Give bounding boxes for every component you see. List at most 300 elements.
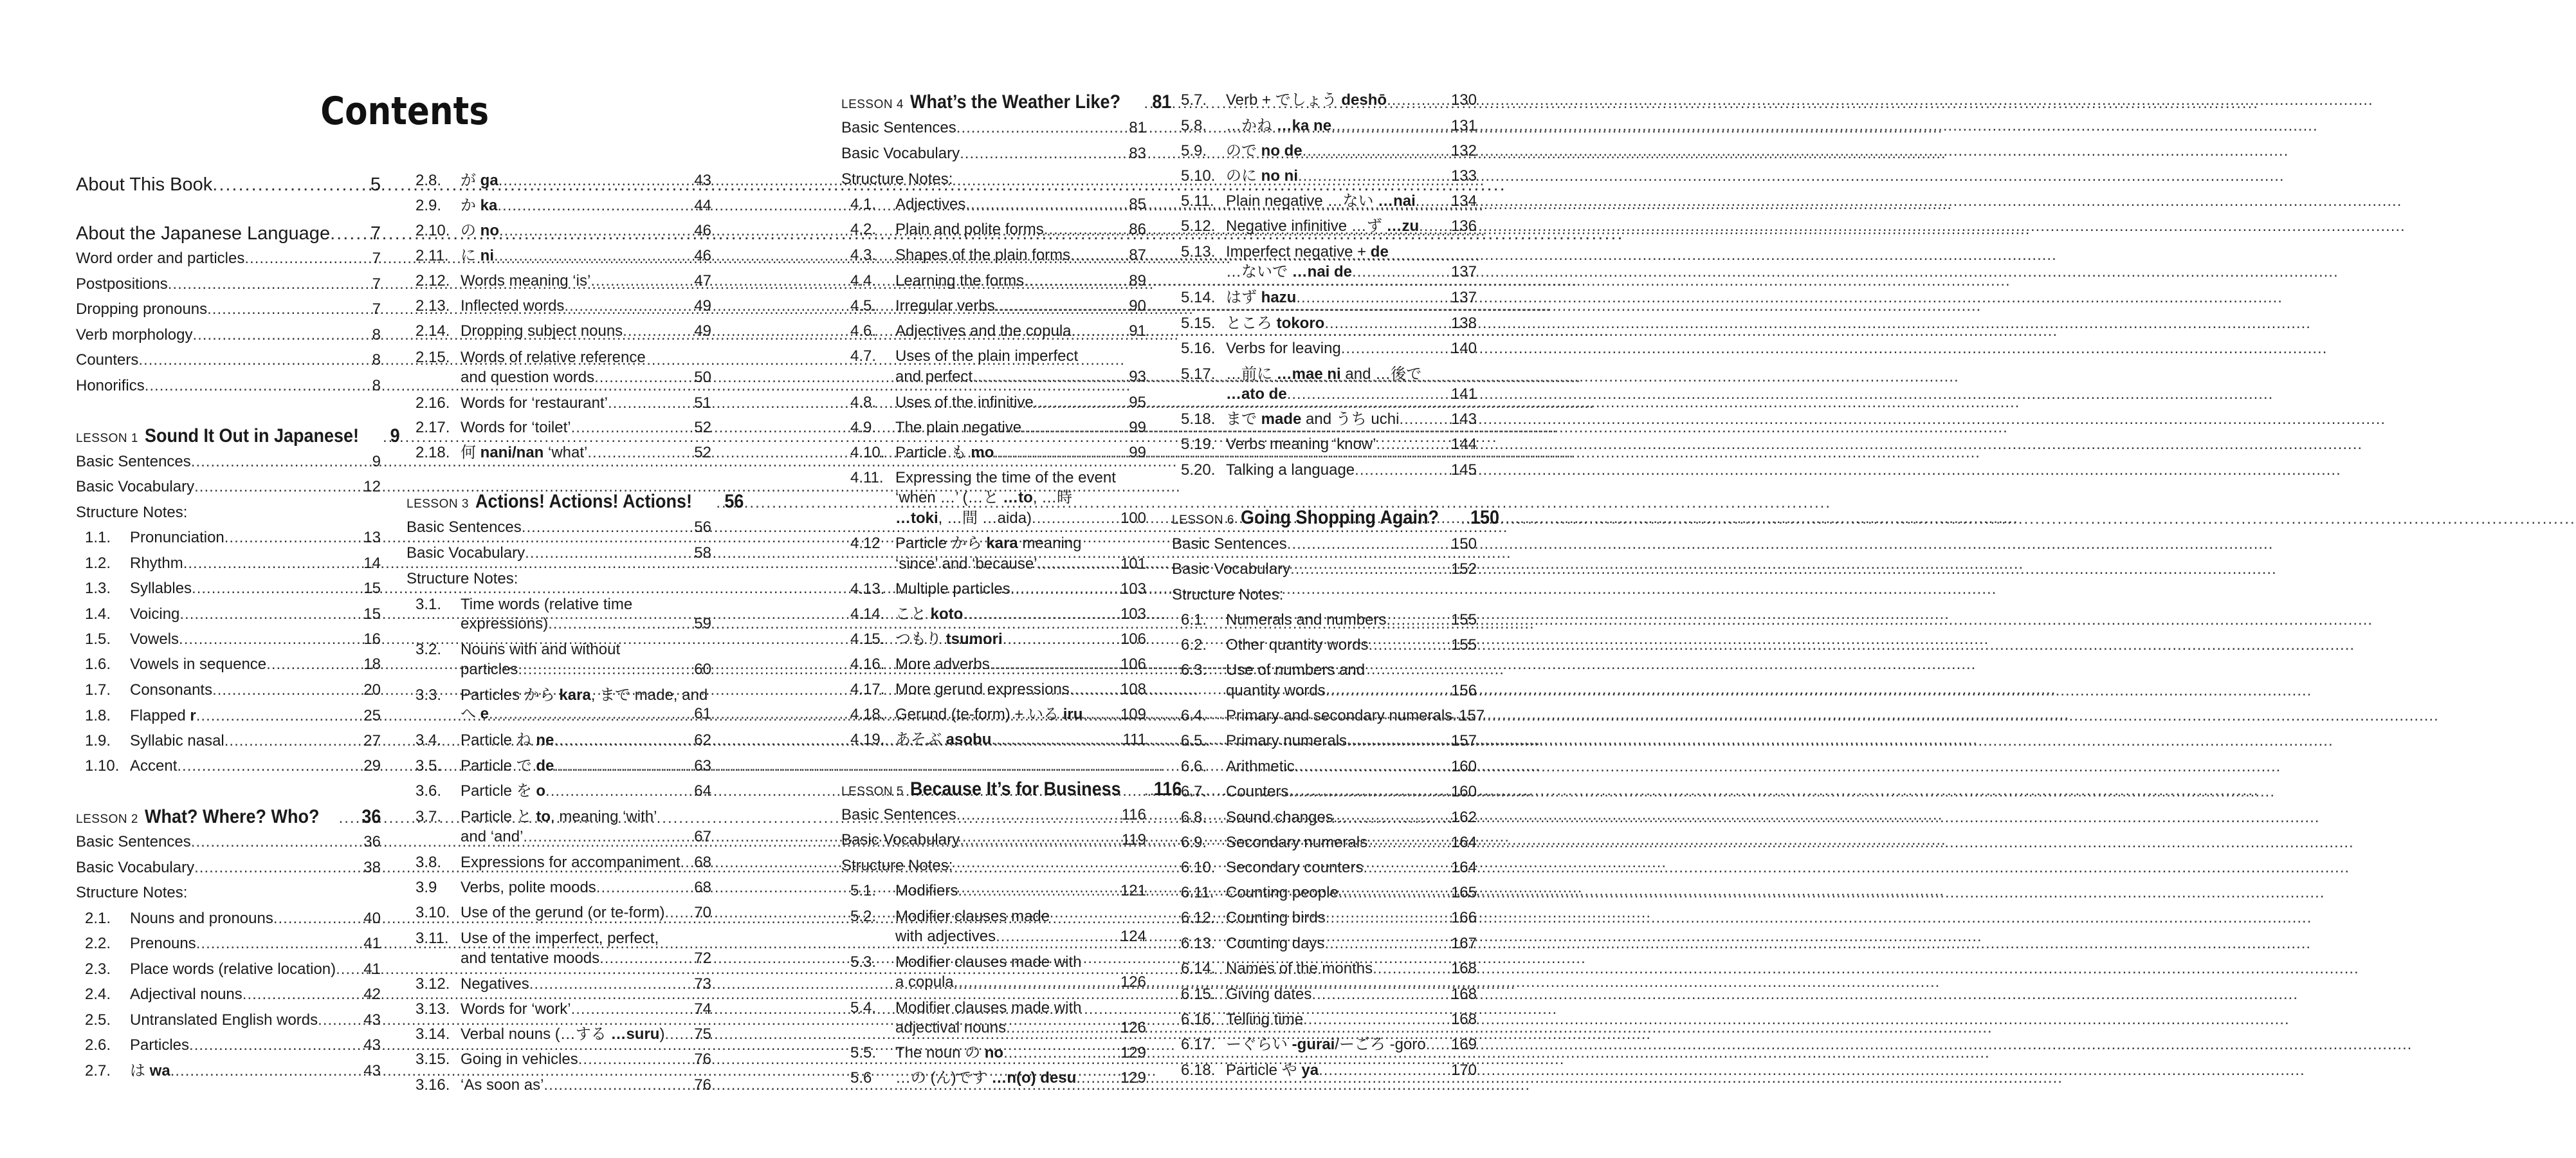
section-number: 5.5. [850,1044,877,1062]
page-number: 129 [1120,1069,1146,1087]
section-number: 4.6. [850,322,877,340]
page-number: 7 [372,275,381,293]
section-number: 4.10. [850,444,885,461]
section-number: 3.1. [416,596,442,613]
toc-entry [76,629,381,650]
toc-entry [841,972,1146,993]
dot-leader [1416,191,1451,212]
toc-entry [1172,116,1477,136]
toc-entry [76,174,381,195]
lesson-heading [1172,507,1500,531]
page-number: 7 [370,223,381,244]
entry-title: Structure Notes: [76,504,188,521]
toc-line [1172,242,1477,262]
toc-entry [406,999,711,1020]
section-number: 2.8. [416,172,442,189]
toc-entry [406,974,711,995]
entry-title: か ka [461,197,498,214]
page-number: 164 [1450,859,1477,876]
page-number: 27 [363,732,381,749]
entry-title: Basic Sentences [841,806,956,823]
section-number: 5.14. [1181,289,1216,306]
dot-leader [554,756,694,777]
toc-entry [841,296,1146,317]
entry-title: Other quantity words [1226,636,1369,654]
section-number: 4.3. [850,246,877,264]
page-number: 169 [1450,1036,1477,1053]
section-number: 3.2. [416,641,442,658]
entry-title: Flapped r [130,707,196,724]
toc-entry [406,246,711,266]
page-number: 68 [694,854,711,871]
dot-leader [207,299,372,320]
entry-title [1226,384,1287,405]
page-number: 76 [694,1076,711,1094]
toc-entry [76,325,381,345]
toc-entry [406,730,711,751]
toc-line [1172,660,1477,681]
entry-title: Words for ‘restaurant’ [461,394,608,412]
romanization: mo [971,444,994,461]
entry-title: The noun の no [895,1044,1004,1062]
entry-title: に ni [461,247,494,264]
page-number: 73 [694,975,711,993]
page-number: 46 [694,222,711,239]
page-number: 36 [363,833,381,850]
entry-title: Gerund (te-form) + いる iru [895,706,1083,723]
toc-entry [1172,635,1477,656]
romanization: made [1261,410,1302,428]
entry-title: with adjectives [895,928,996,945]
page-number: 81 [1152,91,1172,113]
section-number: 5.2. [850,908,877,925]
romanization: ni [480,247,494,264]
romanization: tsumori [945,630,1003,648]
entry-title: Basic Sentences [76,453,191,470]
section-number: 2.16. [416,394,450,412]
toc-entry [841,367,1146,387]
page-number: 60 [694,661,711,678]
toc-entry [1172,460,1477,481]
dot-leader [1324,313,1451,334]
dot-leader [339,808,360,829]
entry-title: は wa [130,1062,170,1080]
entry-title: Sound It Out in Japanese! [144,425,359,446]
dot-leader [522,517,695,538]
lesson-heading [841,91,1172,115]
section-number: 2.10. [416,222,450,239]
page-number: 168 [1450,960,1477,977]
page-number: 109 [1120,706,1146,723]
entry-title: Plain negative …ない …nai [1226,192,1416,210]
dot-leader [1368,635,1451,656]
toc-entry [76,248,381,269]
page-number: 141 [1450,385,1477,403]
section-number: 6.14. [1181,960,1216,977]
entry-title: Basic Sentences [76,833,191,850]
entry-title: Syllables [130,580,192,597]
toc-entry [406,170,711,191]
dot-leader [1021,418,1129,438]
toc-entry [406,367,711,388]
toc-entry [841,830,1146,850]
entry-title: Basic Sentences [841,119,956,136]
entry-title: Structure Notes: [841,170,953,188]
page-number: 58 [694,544,711,562]
dot-leader [545,781,694,802]
section-number: 6.13. [1181,935,1216,952]
entry-title: Arithmetic [1226,758,1295,775]
toc-line [406,347,711,368]
section-number: 3.6. [416,782,442,800]
entry-title: こと koto [895,605,964,623]
section-number: 1.6. [85,656,111,673]
lesson-label: LESSON 6 [1172,513,1234,527]
dot-leader [1288,782,1451,802]
dot-leader [578,1049,695,1070]
dot-leader [599,948,694,969]
romanization: kara [986,535,1018,552]
entry-title: More adverbs [895,656,990,673]
page-number: 170 [1450,1062,1477,1079]
page-number: 18 [363,656,381,673]
page-number: 90 [1129,297,1146,315]
entry-title: and question words [461,369,595,386]
page-number: 144 [1450,436,1477,453]
toc-entry [841,321,1146,342]
romanization: ka [480,197,498,214]
toc-entry [841,508,1146,529]
toc-entry [1172,166,1477,187]
dot-leader [965,194,1129,215]
entry-title: Counting days [1226,935,1325,952]
entry-title: Imperfect negative + de [1226,243,1389,261]
section-number: 1.5. [85,630,111,648]
dot-leader [273,908,363,929]
dot-leader [956,118,1129,138]
page-number: 81 [1129,119,1146,136]
toc-entry [76,376,381,396]
dot-leader [498,170,695,191]
section-number: 4.15. [850,630,885,648]
page-number: 138 [1450,315,1477,332]
section-number: 4.19. [850,731,885,748]
section-number: 2.3. [85,960,111,978]
section-number: 6.6. [1181,758,1207,775]
entry-title: About the Japanese Language [76,223,331,244]
page-number: 61 [694,705,711,722]
romanization: …ka ne [1276,117,1332,134]
page-number: 12 [363,478,381,495]
romanization: kara [559,686,591,704]
page-number: 86 [1129,221,1146,238]
toc-line [76,502,381,523]
section-number: 3.4. [416,731,442,749]
section-number: 6.16. [1181,1011,1216,1028]
toc-line [841,533,1146,554]
page-number: 119 [1121,831,1146,849]
toc-line [841,169,1146,190]
page-number: 155 [1450,636,1477,654]
toc-entry [841,704,1146,725]
toc-entry [841,392,1146,413]
toc-entry [1172,338,1477,359]
dot-leader [1144,93,1150,114]
toc-entry [841,219,1146,240]
dot-leader [529,974,695,995]
toc-entry [841,554,1146,574]
section-number: 3.8. [416,854,442,871]
page-number: 42 [363,986,381,1003]
entry-title: Uses of the infinitive [895,394,1034,411]
section-number: 2.4. [85,986,111,1003]
entry-title: The plain negative [895,419,1022,436]
toc-entry [841,579,1146,600]
entry-title: Adjectives and the copula [895,322,1072,340]
romanization: e [480,705,489,722]
romanization: nani/nan [480,444,544,461]
page-number: 131 [1450,117,1477,134]
page-number: 43 [363,1036,381,1054]
dot-leader [1426,1034,1451,1055]
entry-title: Place words (relative location) [130,960,336,978]
romanization: no de [1261,142,1302,160]
section-number: 2.9. [416,197,442,214]
toc-line [406,569,711,589]
page-number: 67 [694,828,711,845]
entry-title: Telling time [1226,1011,1304,1028]
page-number: 14 [363,555,381,572]
dot-leader [191,452,372,472]
entry-title: and ‘and’ [461,828,524,845]
page-number: 116 [1121,806,1146,823]
dot-leader [1341,338,1451,359]
dot-leader [996,926,1120,947]
toc-entry [1172,832,1477,853]
entry-title: Basic Vocabulary [76,478,195,495]
section-number: 1.10. [85,757,120,775]
toc-line [406,928,711,949]
section-number: 1.3. [85,580,111,597]
dot-leader [1082,704,1120,725]
romanization: de [536,757,554,775]
section-number: 5.8. [1181,117,1207,134]
section-number: 2.13. [416,297,450,315]
page-number: 20 [363,681,381,699]
entry-title: …かね …ka ne [1226,117,1332,134]
toc-entry [1172,681,1477,701]
entry-title: Dropping pronouns [76,300,208,318]
dot-leader [664,903,694,923]
page-number: 101 [1120,555,1146,573]
entry-title: Sound changes [1226,809,1333,826]
section-number: 2.7. [85,1062,111,1080]
page-number: 121 [1120,882,1146,899]
dot-leader [960,830,1122,850]
page-number: 15 [363,580,381,597]
entry-title: Nouns with and without [461,641,621,658]
entry-title: Secondary counters [1226,859,1364,876]
entry-title: Untranslated English words [130,1011,318,1029]
entry-title: 何 nani/nan ‘what’ [461,444,588,461]
dot-leader [995,296,1129,317]
page-number: 111 [1122,731,1146,748]
dot-leader [1287,384,1451,405]
toc-entry [76,654,381,675]
romanization: asobu [945,731,992,748]
romanization: …nai de [1292,263,1353,280]
dot-leader [544,1075,694,1096]
toc-entry [841,926,1146,947]
toc-entry [76,706,381,726]
dot-leader [1003,1043,1120,1063]
dot-leader [1373,959,1451,979]
toc-entry [841,730,1146,750]
dot-leader [1419,216,1451,237]
toc-line [841,998,1146,1018]
toc-entry [1172,262,1477,282]
page-number: 130 [1450,91,1477,109]
dot-leader [1399,409,1451,430]
dot-leader [994,443,1129,463]
toc-entry [406,948,711,969]
entry-title: What? Where? Who? [144,806,320,827]
section-number: 6.7. [1181,783,1207,800]
toc-entry [406,543,711,564]
page-number: 116 [1153,778,1182,800]
section-number: 4.9. [850,419,877,436]
romanization: iru [1063,706,1083,723]
page-number: 43 [694,172,711,189]
page-number: 40 [363,910,381,927]
toc-entry [1172,141,1477,161]
romanization: …zu [1386,217,1420,235]
dot-leader [138,350,372,371]
romanization: …to [1003,489,1033,506]
romanization: …n(o) desu [991,1069,1077,1087]
page-number: 43 [363,1011,381,1029]
page-number: 56 [724,491,744,512]
toc-entry [841,654,1146,675]
entry-title: はず hazu [1226,289,1297,306]
dot-leader [956,805,1122,825]
romanization: …ato de [1226,385,1287,403]
toc-line [841,346,1146,367]
dot-leader [1032,508,1120,529]
entry-title: Particle を o [461,782,546,800]
dot-leader [525,543,694,564]
toc-entry [76,756,381,777]
entry-title: Verb morphology [76,326,193,344]
page-number: 134 [1450,192,1477,210]
section-number: 5.15. [1181,315,1216,332]
entry-title: Basic Sentences [406,519,522,536]
section-number: 3.15. [416,1051,450,1068]
page-title: Contents [320,89,489,134]
toc-entry [406,903,711,923]
toc-entry [406,852,711,873]
dot-leader [170,1061,364,1081]
page-number: 8 [372,351,381,369]
toc-entry [76,858,381,878]
dot-leader [242,984,364,1005]
romanization: hazu [1261,289,1297,306]
toc-entry [76,984,381,1005]
dot-leader [194,858,363,878]
entry-title: Basic Vocabulary [841,831,960,849]
toc-entry [1172,984,1477,1005]
section-number: 6.15. [1181,986,1216,1003]
toc-entry [1172,782,1477,802]
section-number: 1.1. [85,529,111,546]
toc-entry [406,614,711,634]
page-number: 93 [1129,368,1146,385]
lesson-label: LESSON 1 [76,432,138,445]
page-number: 99 [1129,419,1146,436]
entry-title: Modifier clauses made with [895,999,1082,1016]
page-number: 108 [1120,681,1146,698]
dot-leader [594,367,694,388]
toc-entry [1172,559,1477,580]
entry-title: Particles [130,1036,190,1054]
entry-title: ‘when …’ (…と …to, …時 [895,489,1073,506]
lesson-heading [76,425,400,449]
section-number: 2.5. [85,1011,111,1029]
toc-entry [841,629,1146,650]
entry-title: Irregular verbs [895,297,995,315]
entry-title: Counters [1226,783,1289,800]
toc-entry [841,443,1146,463]
section-number: 2.12. [416,272,450,290]
dot-leader [1311,984,1451,1005]
page-number: 167 [1450,935,1477,952]
section-number: 5.4. [850,999,877,1016]
page-number: 126 [1120,1019,1146,1036]
toc-entry [76,452,381,472]
section-number: 1.2. [85,555,111,572]
page-number: 50 [694,369,711,386]
toc-entry [1172,959,1477,979]
toc-entry [1172,1009,1477,1030]
dot-leader [1367,832,1451,853]
dot-leader [499,221,694,241]
dot-leader [1010,579,1120,600]
page-number: 25 [363,707,381,724]
dot-leader [571,999,695,1020]
toc-entry [76,1035,381,1056]
section-number: 2.6. [85,1036,111,1054]
romanization: …toki [895,510,938,527]
toc-entry [1172,216,1477,237]
entry-title: Vowels in sequence [130,656,267,673]
toc-entry [406,1024,711,1045]
page-number: 103 [1120,580,1146,598]
toc-entry [76,350,381,371]
entry-title: Postpositions [76,275,168,293]
dot-leader [1363,858,1450,878]
dot-leader [383,427,389,448]
romanization: …nai [1378,192,1416,210]
section-number: 5.13. [1181,243,1216,261]
romanization: …mae ni [1276,365,1341,383]
dot-leader [192,325,372,345]
section-number: 5.1. [850,882,877,899]
entry-title: and perfect [895,368,973,385]
dot-leader [1452,706,1459,726]
section-number: 4.2. [850,221,877,238]
dot-leader [168,274,372,295]
page-number: 168 [1450,986,1477,1003]
